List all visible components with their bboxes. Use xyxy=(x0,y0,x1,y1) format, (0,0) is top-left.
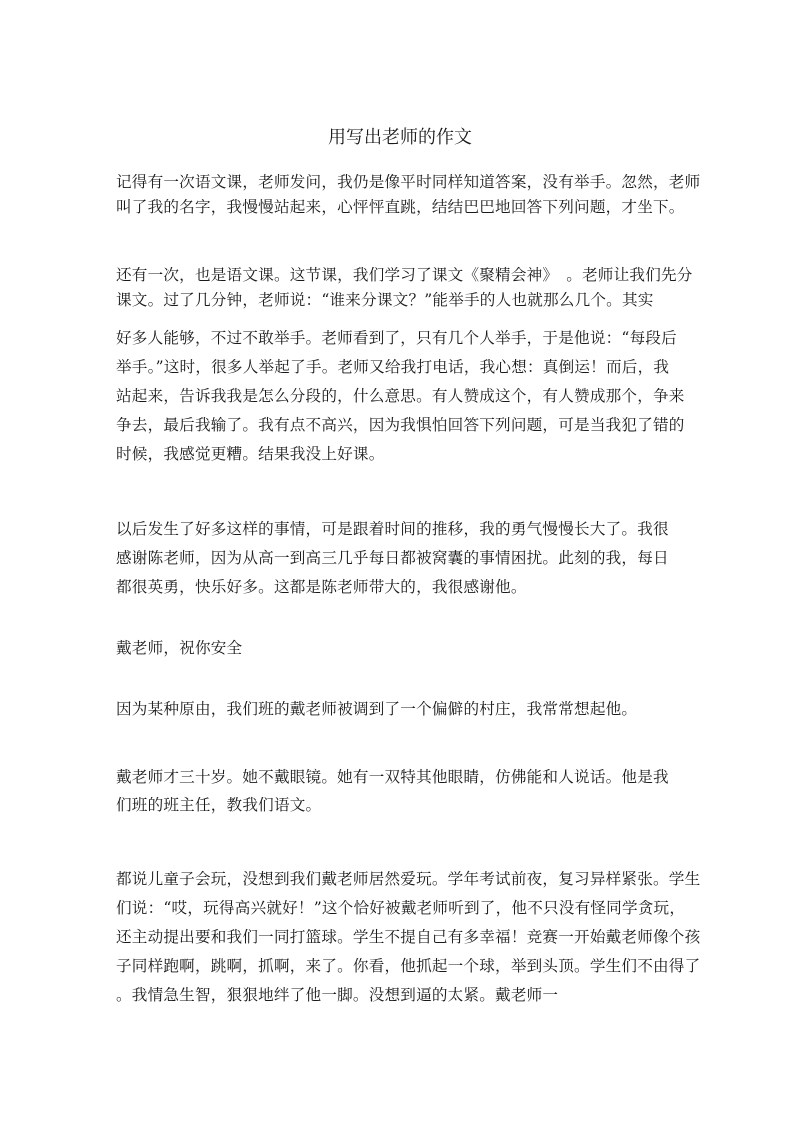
text-line: 都说儿童子会玩，没想到我们戴老师居然爱玩。学年考试前夜，复习异样紧张。学生 xyxy=(116,870,701,888)
text-line: 感谢陈老师，因为从高一到高三几乎每日都被窝囊的事情困扰。此刻的我，每日 xyxy=(116,549,669,567)
text-line: 记得有一次语文课，老师发问，我仍是像平时同样知道答案，没有举手。忽然，老师 xyxy=(116,173,701,191)
text-line: 时候，我感觉更糟。结果我没上好课。 xyxy=(116,445,385,463)
text-line: 还主动提出要和我们一同打篮球。学生不提自己有多幸福！竞赛一开始戴老师像个孩 xyxy=(116,928,701,946)
text-line: 站起来，告诉我我是怎么分段的，什么意思。有人赞成这个，有人赞成那个，争来 xyxy=(116,387,685,405)
text-line: 都很英勇，快乐好多。这都是陈老师带大的，我很感谢他。 xyxy=(116,578,527,596)
text-line: 课文。过了几分钟，老师说：“谁来分课文？”能举手的人也就那么几个。其实 xyxy=(116,291,654,309)
text-line: 以后发生了好多这样的事情，可是跟着时间的推移，我的勇气慢慢长大了。我很 xyxy=(116,520,669,538)
text-line: 们说：“哎，玩得高兴就好！”这个恰好被戴老师听到了，他不只没有怪同学贪玩， xyxy=(116,899,686,917)
text-line: 戴老师才三十岁。她不戴眼镜。她有一双特其他眼睛，仿佛能和人说话。他是我 xyxy=(116,768,669,786)
text-line: 好多人能够，不过不敢举手。老师看到了，只有几个人举手，于是他说：“每段后 xyxy=(116,329,677,347)
text-line: 们班的班主任，教我们语文。 xyxy=(116,796,322,814)
page-title: 用写出老师的作文 xyxy=(328,127,472,148)
text-line: 。我情急生智，狠狠地绊了他一脚。没想到逼的太紧。戴老师一 xyxy=(116,986,559,1004)
text-line: 还有一次，也是语文课。这节课，我们学习了课文《聚精会神》 。老师让我们先分 xyxy=(116,266,693,284)
text-line: 举手。”这时，很多人举起了手。老师又给我打电话，我心想：真倒运！而后，我 xyxy=(116,358,670,376)
text-line: 子同样跑啊，跳啊，抓啊，来了。你看，他抓起一个球，举到头顶。学生们不由得了 xyxy=(116,957,701,975)
text-line: 争去，最后我输了。我有点不高兴，因为我惧怕回答下列问题，可是当我犯了错的 xyxy=(116,416,685,434)
text-line: 叫了我的名字，我慢慢站起来，心怦怦直跳，结结巴巴地回答下列问题，才坐下。 xyxy=(116,198,685,216)
text-line: 因为某种原由，我们班的戴老师被调到了一个偏僻的村庄，我常常想起他。 xyxy=(116,700,638,718)
section-heading: 戴老师，祝你安全 xyxy=(116,639,243,657)
